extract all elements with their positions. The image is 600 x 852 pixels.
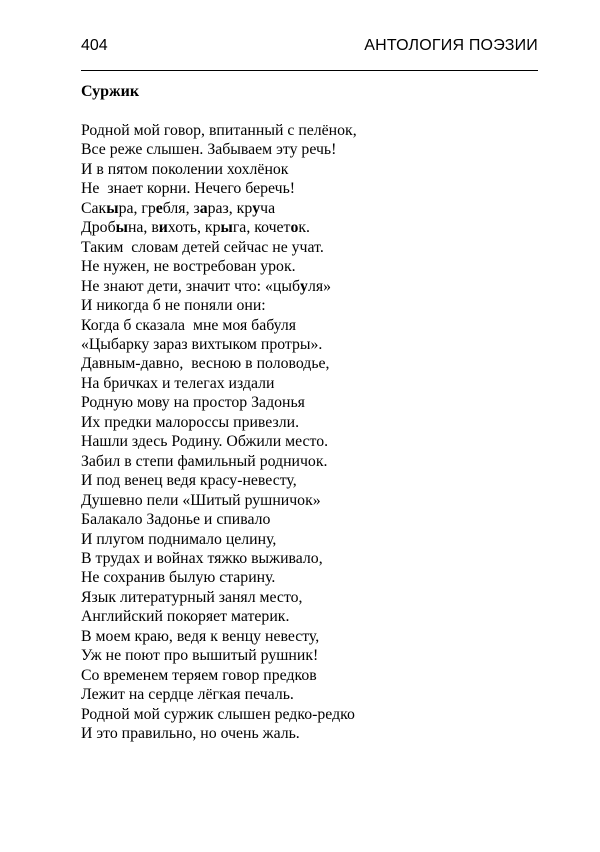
line-text: раз, кр [207, 199, 253, 217]
stressed-letter: у [300, 277, 308, 295]
line-text: Уж не поют про вышитый рушник! [81, 647, 319, 665]
poem-line [81, 257, 357, 276]
poem-line [81, 568, 357, 587]
line-text: Когда б сказала мне моя бабуля [81, 316, 297, 334]
line-text: В трудах и войнах тяжко выживало, [81, 549, 323, 567]
line-text: на, в [127, 219, 159, 237]
poem-line [81, 393, 357, 412]
page-number: 404 [81, 37, 108, 54]
line-text: Не знают дети, значит что: «цыб [81, 277, 301, 295]
line-text: Давным-давно, весною в половодье, [81, 355, 330, 373]
line-text: Родной мой суржик слышен редко-редко [81, 705, 355, 723]
line-text: Балакало Задонье и спивало [81, 511, 271, 529]
poem-line [81, 724, 357, 743]
line-text: Родную мову на простор Задонья [81, 394, 305, 412]
line-text: ра, гр [118, 199, 156, 217]
poem-line [81, 549, 357, 568]
line-text: га, кочет [232, 219, 291, 237]
poem-line [81, 607, 357, 626]
line-text: Не знает корни. Нечего беречь! [81, 180, 296, 198]
line-text: Со временем теряем говор предков [81, 666, 317, 684]
poem-line [81, 452, 357, 471]
stressed-letter: о [290, 219, 299, 237]
poem-line [81, 199, 357, 218]
poem-line [81, 432, 357, 451]
running-title: АНТОЛОГИЯ ПОЭЗИИ [364, 37, 538, 54]
line-text: Забил в степи фамильный родничок. [81, 452, 328, 470]
stressed-letter: у [252, 199, 261, 217]
poem-line [81, 471, 357, 490]
poem-line [81, 510, 357, 529]
line-text: Родной мой говор, впитанный с пелёнок, [81, 122, 357, 139]
line-text: И плугом поднимало целину, [81, 530, 277, 548]
line-text: Не нужен, не востребован урок. [81, 258, 296, 276]
line-text: ча [260, 199, 276, 217]
line-text: И это правильно, но очень жаль. [81, 725, 300, 743]
poem-line [81, 374, 357, 393]
line-text: Душевно пели «Шитый рушничок» [81, 491, 321, 509]
poem-line [81, 140, 357, 159]
poem-line [81, 238, 357, 257]
stressed-letter: ы [115, 219, 128, 237]
poem-line [81, 316, 357, 335]
poem-line [81, 218, 357, 237]
line-text: Дроб [81, 219, 116, 237]
line-text: В моем краю, ведя к венцу невесту, [81, 627, 320, 645]
stressed-letter: ы [220, 219, 233, 237]
poem-line [81, 160, 357, 179]
poem-title: Суржик [81, 83, 140, 100]
poem-line [81, 121, 357, 140]
line-text: Нашли здесь Родину. Обжили место. [81, 433, 329, 451]
stressed-letter: ы [106, 199, 119, 217]
poem-line [81, 354, 357, 373]
line-text: И никогда б не поняли они: [81, 297, 266, 315]
poem-line [81, 491, 357, 510]
line-text: Лежит на сердце лёгкая печаль. [81, 686, 294, 704]
stressed-letter: и [158, 219, 168, 237]
poem-body [81, 121, 357, 744]
line-text: И в пятом поколении хохлёнок [81, 160, 289, 178]
poem-line [81, 179, 357, 198]
poem-line [81, 277, 357, 296]
poem-line [81, 646, 357, 665]
line-text: ля» [307, 277, 331, 295]
stressed-letter: а [199, 199, 208, 217]
line-text: бля, з [162, 199, 200, 217]
poem-line [81, 335, 357, 354]
line-text: к. [298, 219, 310, 237]
line-text: И под венец ведя красу-невесту, [81, 472, 297, 490]
poem-line [81, 413, 357, 432]
line-text: На бричках и телегах издали [81, 374, 275, 392]
line-text: Английский покоряет материк. [81, 608, 290, 626]
line-text: хоть, кр [167, 219, 221, 237]
poem-line [81, 296, 357, 315]
poem-line [81, 666, 357, 685]
poem-line [81, 627, 357, 646]
line-text: Не сохранив былую старину. [81, 569, 276, 587]
line-text: Язык литературный занял место, [81, 588, 303, 606]
poem-line [81, 530, 357, 549]
poem-line [81, 685, 357, 704]
line-text: Все реже слышен. Забываем эту речь! [81, 141, 337, 159]
line-text: Сак [81, 199, 107, 217]
poem-line [81, 588, 357, 607]
line-text: «Цыбарку зараз вихтыком протры». [81, 335, 323, 353]
stressed-letter: е [155, 199, 163, 217]
line-text: Таким словам детей сейчас не учат. [81, 238, 324, 256]
running-header [81, 36, 538, 71]
line-text: Их предки малороссы привезли. [81, 413, 300, 431]
poem-line [81, 705, 357, 724]
